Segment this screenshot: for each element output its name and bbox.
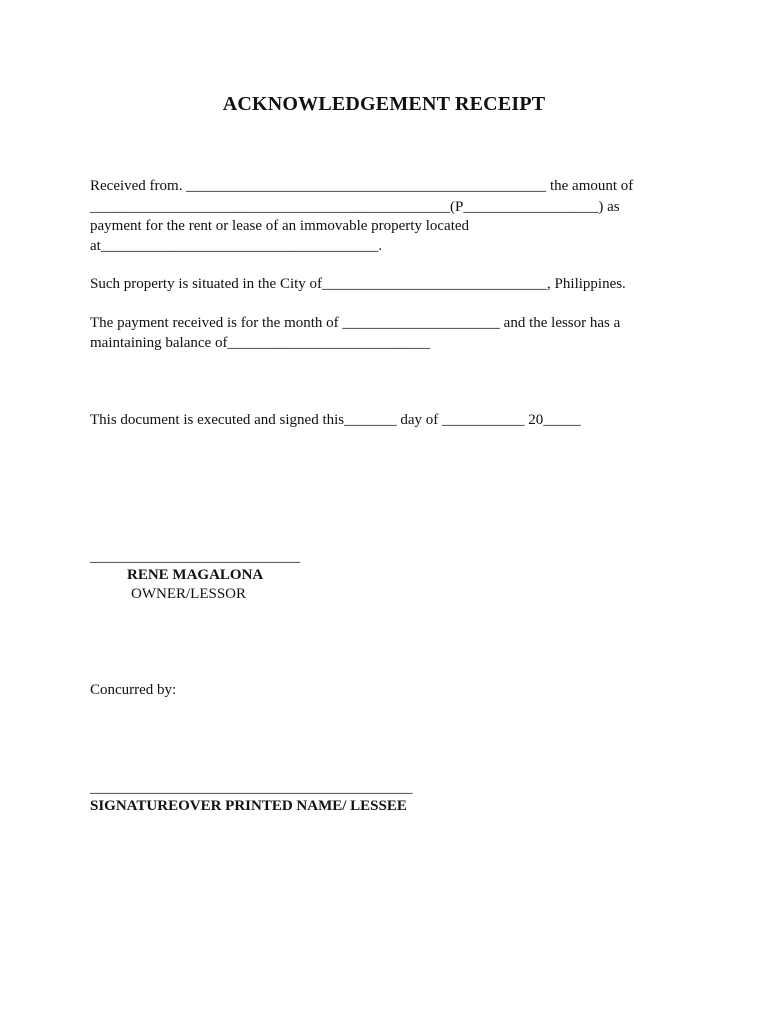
lessee-signature-line: ___________________________________________ [90, 780, 413, 796]
location-line: at_____________________________________. [90, 238, 383, 254]
document-title: ACKNOWLEDGEMENT RECEIPT [222, 93, 546, 115]
execution-date-line: This document is executed and signed this_______ day of ___________ 20_____ [90, 412, 581, 428]
lessor-name: RENE MAGALONA [127, 567, 264, 583]
purpose-line: payment for the rent or lease of an immovable property located [90, 218, 470, 234]
amount-line: ________________________________________________(P__________________) as [90, 199, 620, 215]
lessor-role: OWNER/LESSOR [131, 586, 247, 602]
concurred-label: Concurred by: [90, 682, 177, 698]
balance-line: maintaining balance of___________________________ [90, 335, 430, 351]
city-line: Such property is situated in the City of______________________________, Philippines. [90, 276, 626, 292]
received-from-line: Received from. ________________________________________________ the amount of [90, 178, 634, 194]
month-line: The payment received is for the month of _____________________ and the lessor has a [90, 315, 621, 331]
lessor-signature-line: ____________________________ [90, 549, 300, 565]
lessee-caption: SIGNATUREOVER PRINTED NAME/ LESSEE [90, 798, 407, 814]
